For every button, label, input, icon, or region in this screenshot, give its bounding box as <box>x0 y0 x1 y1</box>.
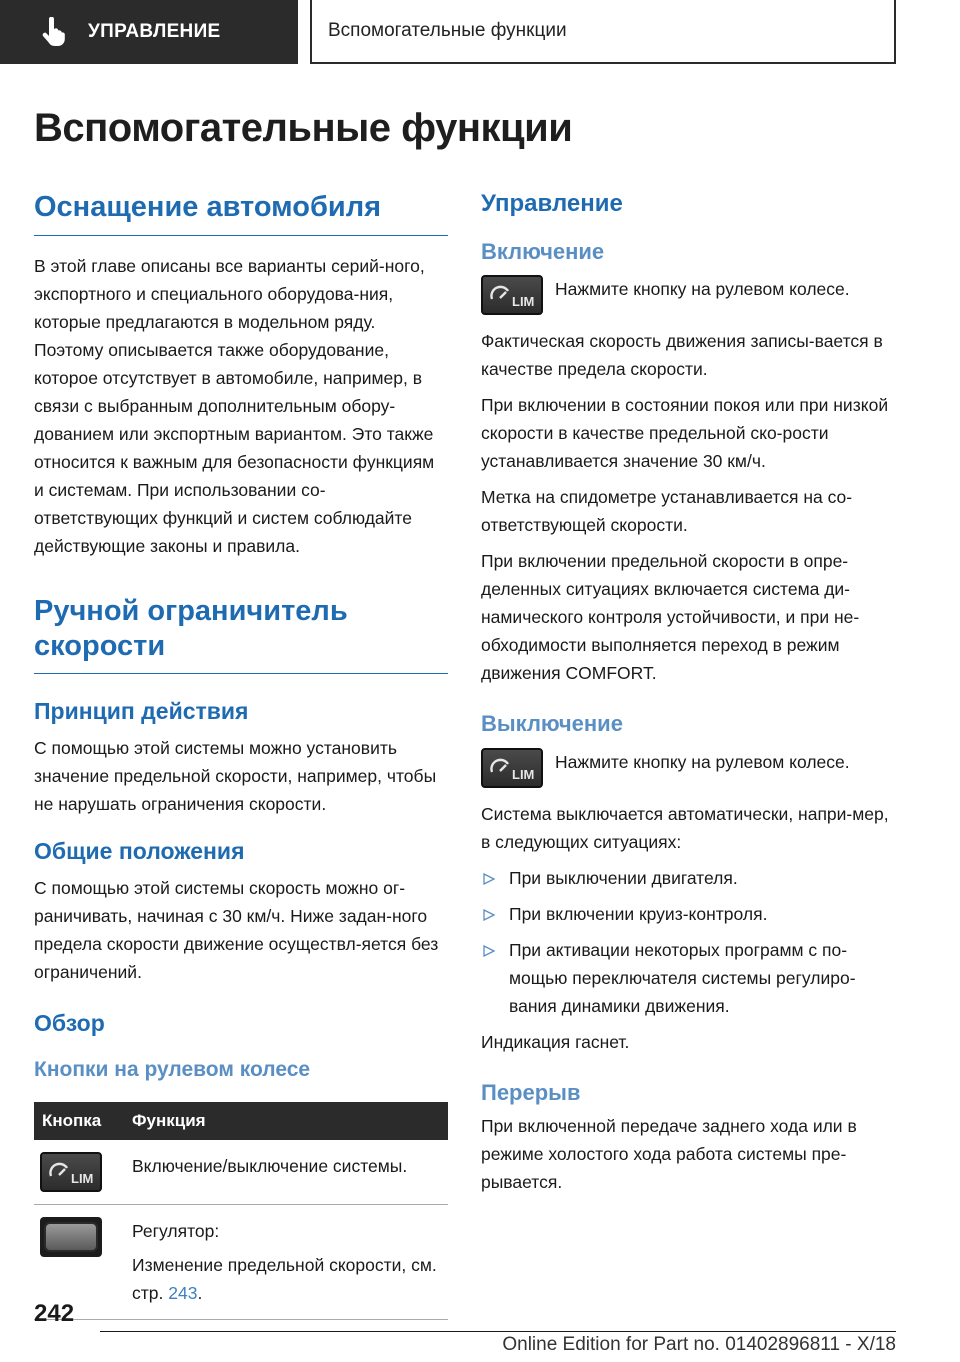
header-chapter-label: Вспомогательные функции <box>328 20 567 41</box>
triangle-bullet-icon <box>483 873 495 885</box>
rocker-switch-icon <box>40 1217 102 1257</box>
off-paragraph-1: Система выключается автоматически, напри-мер, в следующих ситуациях: <box>481 803 889 852</box>
table-cell-function <box>124 1140 448 1205</box>
table-cell-function <box>124 1205 448 1320</box>
lim-speedometer-icon <box>40 1152 102 1192</box>
table-header-button: Кнопка <box>34 1102 124 1140</box>
off-paragraph-2: Индикация гаснет. <box>481 1031 630 1052</box>
list-item: При включении круиз-контроля. <box>481 900 895 928</box>
footer-edition: Online Edition for Part no. 01402896811 - X/18 <box>502 1334 896 1355</box>
triangle-bullet-icon <box>483 945 495 957</box>
lim-speedometer-icon <box>481 275 543 315</box>
table-cell-icon <box>34 1140 124 1205</box>
equipment-heading: Оснащение автомобиля <box>34 190 448 236</box>
on-paragraph-2: При включении в состоянии покоя или при низкой скорости в качестве предельной ско-рости устанавливается значение 30 км/ч. <box>481 395 889 472</box>
off-text: Нажмите кнопку на рулевом колесе. <box>555 751 850 772</box>
buttons-table <box>34 1102 448 1320</box>
table-header-function: Функция <box>124 1102 448 1140</box>
limiter-heading-line1: Ручной ограничитель <box>34 594 348 627</box>
table-header-row <box>34 1102 448 1140</box>
svg-text:LIM: LIM <box>512 294 535 310</box>
footer-divider <box>100 1331 896 1332</box>
page-number: 242 <box>34 1300 75 1327</box>
on-instruction <box>481 275 895 315</box>
on-paragraph-4: При включении предельной скорости в опре-деленных ситуациях включается система ди-намического контроля устойчивости, и при не-обходимости выполняется переход в режим движения COMFORT. <box>481 551 860 684</box>
off-heading: Выключение <box>481 711 623 737</box>
hand-pointer-icon <box>40 17 66 47</box>
header-section-label: УПРАВЛЕНИЕ <box>88 21 221 42</box>
lim-speedometer-icon <box>481 748 543 788</box>
principle-heading: Принцип действия <box>34 698 249 725</box>
equipment-text: В этой главе описаны все варианты серий-ного, экспортного и специального оборудова-ния, которые предлагаются в модельном ряду. Поэтому описывается также оборудование, которое отсутствует в автомобиле, например, в связи с выбранным дополнительным обору-дованием или экспортным вариантом. Это также относится к важным для безопасности функциям и системам. При использовании со-ответствующих функций и систем соблюдайте действующие законы и правила. <box>34 255 435 556</box>
header-chapter-tab <box>310 0 896 64</box>
list-item: При выключении двигателя. <box>481 864 895 892</box>
on-text: Нажмите кнопку на рулевом колесе. <box>555 279 850 300</box>
page-title: Вспомогательные функции <box>34 106 573 150</box>
control-heading: Управление <box>481 190 623 217</box>
on-paragraph-1: Фактическая скорость движения записы-вается в качестве предела скорости. <box>481 331 883 380</box>
right-column <box>481 190 895 1196</box>
row2-function-line2: Изменение предельной скорости, см. стр. 243. <box>132 1255 437 1304</box>
pause-heading: Перерыв <box>481 1079 581 1105</box>
table-row <box>34 1140 448 1205</box>
header-section-tab <box>0 0 298 64</box>
on-heading: Включение <box>481 238 605 264</box>
off-list <box>481 864 895 1020</box>
off-instruction <box>481 748 895 788</box>
svg-text:LIM: LIM <box>71 1171 94 1187</box>
row1-function: Включение/выключение системы. <box>132 1156 408 1177</box>
general-text: С помощью этой системы скорость можно ог-раничивать, начиная с 30 км/ч. Ниже задан-ного предела скорости движение осуществл-яется без ограничений. <box>34 877 439 982</box>
row2-function-line1: Регулятор: <box>132 1221 220 1242</box>
svg-text:LIM: LIM <box>512 766 535 782</box>
list-item: При активации некоторых программ с по-мощью переключателя системы регулиро-вания динамики движения. <box>481 936 895 1020</box>
limiter-heading <box>34 594 448 675</box>
triangle-bullet-icon <box>483 909 495 921</box>
buttons-heading: Кнопки на рулевом колесе <box>34 1058 311 1082</box>
table-row <box>34 1205 448 1320</box>
left-column <box>34 190 448 1320</box>
page-link-243[interactable]: 243 <box>168 1283 198 1304</box>
overview-heading: Обзор <box>34 1009 105 1036</box>
limiter-heading-line2: скорости <box>34 629 166 662</box>
pause-text: При включенной передаче заднего хода или в режиме холостого хода работа системы пре-рывается. <box>481 1115 857 1192</box>
on-paragraph-3: Метка на спидометре устанавливается на со-ответствующей скорости. <box>481 487 853 536</box>
general-heading: Общие положения <box>34 837 245 864</box>
principle-text: С помощью этой системы можно установить значение предельной скорости, например, чтобы не нарушать ограничения скорости. <box>34 737 437 814</box>
